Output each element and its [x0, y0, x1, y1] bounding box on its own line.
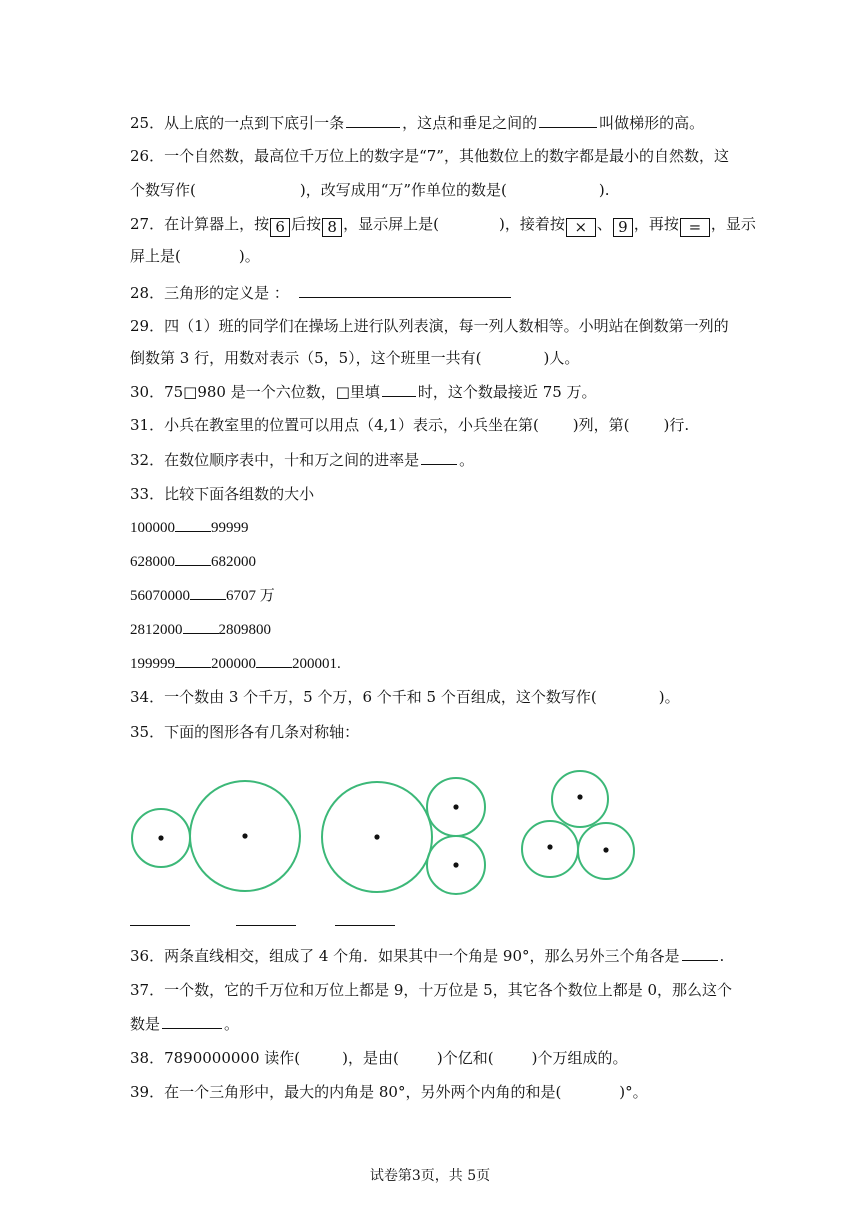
- compare-row-1: 100000 99999: [130, 517, 249, 538]
- page-footer: 试卷第3页，共 5页: [369, 1168, 491, 1184]
- center-dot: [577, 794, 582, 799]
- question-32: 32．在数位顺序表中，十和万之间的进率是 。: [130, 451, 475, 469]
- question-31: 31．小兵在教室里的位置可以用点（4,1）表示，小兵坐在第( )列，第( )行.: [130, 416, 690, 434]
- center-dot: [374, 834, 379, 839]
- symmetry-figures: [125, 765, 645, 900]
- question-39: 39．在一个三角形中，最大的内角是 80°，另外两个内角的和是( )°。: [130, 1083, 648, 1101]
- center-dot: [242, 833, 247, 838]
- question-26-line-1: 26．一个自然数，最高位千万位上的数字是“7”，其他数位上的数字都是最小的自然数，这: [130, 147, 729, 165]
- answer-blank[interactable]: [682, 946, 718, 961]
- center-dot: [547, 844, 552, 849]
- answer-blank[interactable]: [382, 382, 416, 397]
- center-dot: [453, 804, 458, 809]
- question-27-line-1: 27．在计算器上，按 6 后按 8 ，显示屏上是( )，接着按 × 、 9 ，再按 = ，显示: [130, 215, 756, 236]
- answer-blank[interactable]: [175, 551, 211, 566]
- compare-row-2: 628000 682000: [130, 551, 256, 572]
- compare-row-5: 199999 200000 200001.: [130, 653, 341, 674]
- question-28: 28．三角形的定义是 ：: [130, 283, 513, 303]
- compare-row-3: 56070000 6707 万: [130, 585, 275, 606]
- calculator-key-9: 9: [613, 218, 633, 237]
- answer-blank[interactable]: [162, 1014, 222, 1029]
- question-34: 34．一个数由 3 个千万，5 个万，6 个千和 5 个百组成，这个数写作( )。: [130, 688, 680, 706]
- question-26-line-2: 个数写作( )，改写成用“万”作单位的数是( ).: [130, 181, 610, 199]
- calculator-key-8: 8: [322, 218, 342, 237]
- question-27-line-2: 屏上是( )。: [130, 247, 260, 265]
- calculator-key-equals: =: [680, 218, 710, 237]
- question-29-line-2: 倒数第 3 行，用数对表示（5，5），这个班里一共有( )人。: [130, 349, 580, 367]
- center-dot: [603, 847, 608, 852]
- answer-blank[interactable]: [175, 653, 211, 668]
- question-30: 30．75□980 是一个六位数，□里填 时，这个数最接近 75 万。: [130, 383, 597, 401]
- answer-blank[interactable]: [190, 585, 226, 600]
- question-37-line-1: 37．一个数，它的千万位和万位上都是 9，十万位是 5，其它各个数位上都是 0，那么这个: [130, 981, 733, 999]
- answer-blank[interactable]: [346, 113, 400, 128]
- answer-blank[interactable]: [183, 619, 219, 634]
- question-37-line-2: 数是 。: [130, 1015, 240, 1033]
- answer-blank-figure-1[interactable]: [130, 924, 190, 926]
- question-29-line-1: 29．四（1）班的同学们在操场上进行队列表演，每一列人数相等。小明站在倒数第一列的: [130, 317, 729, 335]
- answer-blank[interactable]: [299, 283, 511, 298]
- figure-three-circles-triangle: [522, 771, 634, 879]
- center-dot: [453, 862, 458, 867]
- answer-blank[interactable]: [175, 517, 211, 532]
- question-33-title: 33．比较下面各组数的大小: [130, 485, 315, 503]
- question-38: 38．7890000000 读作( )，是由( )个亿和( )个万组成的。: [130, 1049, 628, 1067]
- center-dot: [158, 835, 163, 840]
- answer-blank[interactable]: [539, 113, 597, 128]
- calculator-key-6: 6: [270, 218, 290, 237]
- figure-three-circles-stacked: [322, 778, 485, 894]
- answer-blank-figure-2[interactable]: [236, 924, 296, 926]
- answer-blank-figure-3[interactable]: [335, 924, 395, 926]
- figure-two-circles: [132, 781, 300, 891]
- question-25: 25．从上底的一点到下底引一条 ，这点和垂足之间的 叫做梯形的高。: [130, 114, 705, 132]
- question-36: 36．两条直线相交，组成了 4 个角．如果其中一个角是 90°，那么另外三个角各是 .: [130, 947, 725, 965]
- answer-blank[interactable]: [421, 450, 457, 465]
- compare-row-4: 2812000 2809800: [130, 619, 271, 640]
- calculator-key-multiply: ×: [566, 218, 596, 237]
- answer-blank[interactable]: [256, 653, 292, 668]
- question-35: 35．下面的图形各有几条对称轴：: [130, 723, 360, 741]
